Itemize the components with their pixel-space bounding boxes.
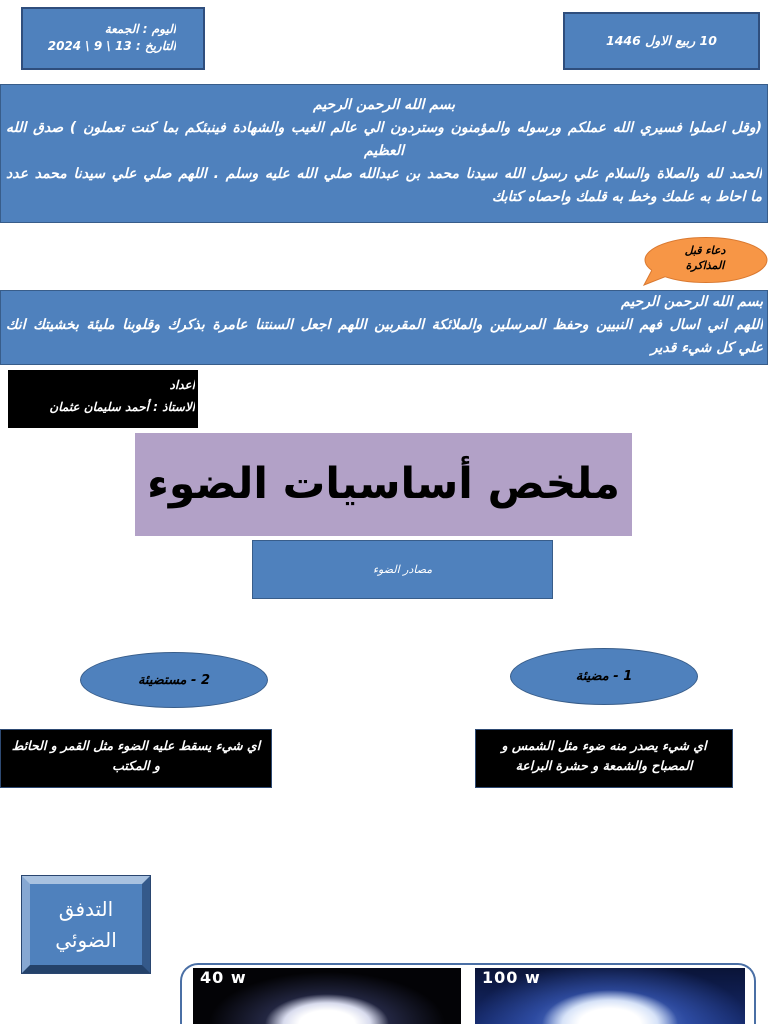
bulb-photo-100w: [475, 968, 745, 1024]
day-line: اليوم : الجمعة: [104, 21, 176, 36]
prayer-basmala: بسم الله الرحمن الرحيم: [621, 294, 763, 310]
quran-verse-line: (وقل اعملوا فسيري الله عملكم ورسوله والمؤمنون وستردون الي عالم الغيب والشهادة فينبئكم بما كنت تعملون ) صدق الله: [6, 120, 762, 136]
author-label: اعداد: [169, 378, 195, 392]
bulb-wattage-label: 100 w: [482, 968, 541, 987]
luminous-description-box: [475, 729, 733, 788]
illuminated-sources-ellipse: [80, 652, 268, 708]
gregorian-date-line: التاريخ : 13 \ 9 \ 2024: [47, 38, 176, 53]
prayer-line: علي كل شيء قدير: [650, 340, 763, 356]
study-prayer-callout: [645, 238, 765, 284]
illuminated-description-box: [0, 729, 272, 788]
luminous-flux-line: التدفق: [58, 896, 114, 921]
hijri-date-text: 10 ربيع الاول 1446: [606, 33, 717, 48]
illuminated-label: 2 - مستضيئة: [137, 672, 211, 688]
luminous-flux-line: الضوئي: [55, 927, 117, 952]
luminous-label: 1 - مضيئة: [575, 669, 633, 684]
page-title-box: [135, 433, 632, 536]
bulb-photo-40w: [193, 968, 461, 1024]
opening-box: [0, 84, 768, 223]
light-sources-box: [252, 540, 553, 599]
opening-basmala: بسم الله الرحمن الرحيم: [313, 97, 455, 113]
luminous-sources-ellipse: [510, 648, 698, 705]
luminous-description-line: المصباح والشمعة و حشرة البراعة: [515, 758, 693, 773]
salawat-line: ما احاط به علمك وخط به قلمك واحصاه كتابك: [491, 189, 762, 205]
callout-line: المذاكرة: [685, 259, 725, 272]
salawat-line: الحمد لله والصلاة والسلام علي رسول الله سيدنا محمد بن عبدالله صلي الله عليه وسلم . اللهم صلي علي سيدنا محمد عدد: [6, 166, 762, 182]
author-name: الاستاذ : أحمد سليمان عثمان: [49, 400, 195, 414]
author-box: [8, 370, 198, 428]
light-sources-heading: مصادر الضوء: [372, 563, 433, 576]
hijri-date-box: [563, 12, 760, 70]
luminous-description-line: اي شيء يصدر منه ضوء مثل الشمس و: [501, 738, 707, 753]
illuminated-description-line: اي شيء يسقط عليه الضوء مثل القمر و الحائط: [11, 738, 261, 753]
day-date-box: [21, 7, 205, 70]
luminous-flux-box: [22, 876, 150, 973]
callout-line: دعاء قبل: [684, 244, 726, 257]
illuminated-description-line: و المكتب: [112, 758, 160, 773]
study-prayer-box: [0, 290, 768, 365]
bulb-wattage-label: 40 w: [200, 968, 247, 987]
quran-verse-line: العظيم: [364, 143, 404, 159]
page-title: ملخص أساسيات الضوء: [147, 460, 620, 509]
prayer-line: اللهم اني اسال فهم النبيين وحفظ المرسلين والملائكة المقربين اللهم اجعل السنتنا عامرة بذكرك وقلوبنا مليئة بخشيتك انك: [6, 317, 763, 333]
